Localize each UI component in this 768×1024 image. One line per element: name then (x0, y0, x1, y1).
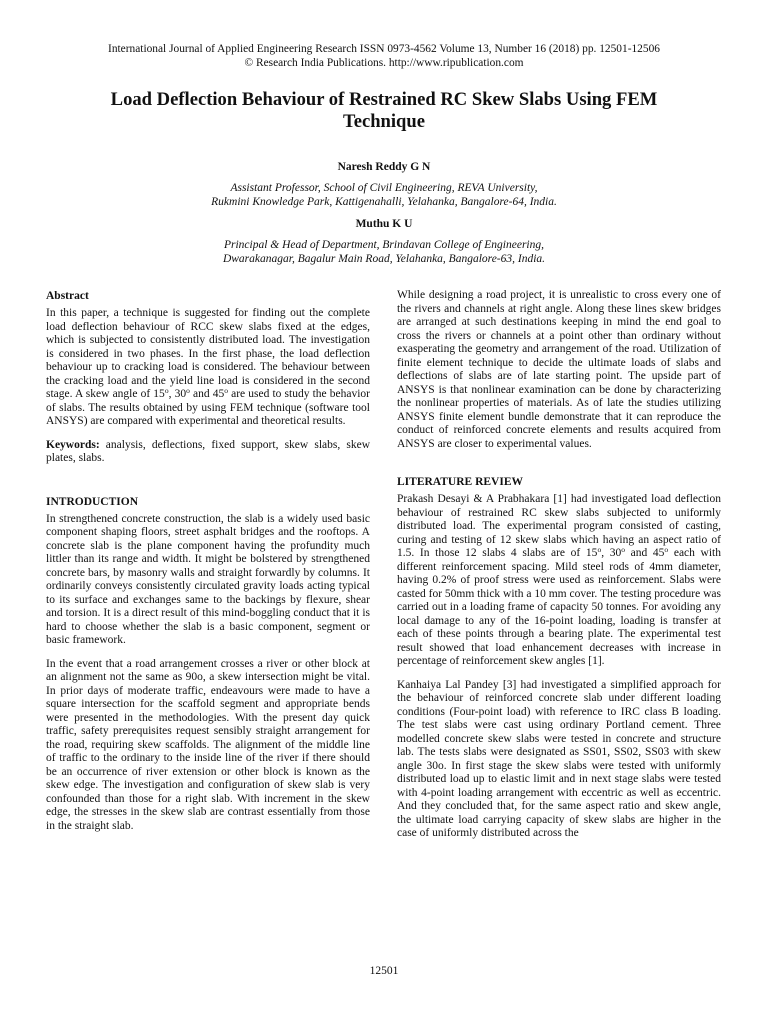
author-name-2: Muthu K U (355, 218, 413, 230)
keywords-text: analysis, deflections, fixed support, skew slabs, skew plates, slabs. (46, 438, 370, 464)
abstract-text: In this paper, a technique is suggested for finding out the complete load deflection behaviour of RCC skew slabs fixed at the edges, which is subjected to consistently distributed load. The investigation is considered in two phases. In the first phase, the load deflection behaviour up to cracking load is considered. The behaviour between the cracking load and the yield line load is considered in the second stage. A skew angle of 15$^o$, 30$^o$ and 45$^o$ are used to study the behavior of slabs. The results obtained by using FEM technique (software tool ANSYS) are compared with experimental and theoretical results. (46, 307, 371, 427)
affiliation-line: Assistant Professor, School of Civil Engineering, REVA University, (230, 182, 538, 194)
literature-paragraph-1: Prakash Desayi & A Prabhakara [1] had investigated load deflection behaviour of restrained RC skew slabs subjected to uniformly distributed load. The experimental program consisted of casting, curing and testing of 12 skew slabs which having an aspect ratio of 1.5. In those 12 slabs 4 slabs are of 15$^o$, 30$^o$ and 45$^o$ each with different reinforcement spacing. Mild steel rods of 4mm diameter, having 0.2% of proof stress were used as reinforcement. Slabs were casted for 50mm thick with a 10 mm cover. The testing procedure was carried out in a loading frame of capacity 50 tonnes. For avoiding any local damage to any of the 16-point loading, loading is transfer at each of these points through a bearing plate. The experimental test result showed that load enhancement decreases with increase in percentage of reinforcement skew angles [1]. (397, 493, 722, 667)
paper-title (40, 89, 728, 133)
title-line-1: Load Deflection Behaviour of Restrained RC Skew Slabs Using FEM (110, 89, 658, 110)
journal-header (0, 42, 768, 70)
keywords (46, 439, 370, 466)
right-intro-paragraph: While designing a road project, it is unrealistic to cross every one of the rivers and channels at right angle. Along these lines skew bridges are arranged at such destinations keeping in mind the end goal to cross the rivers or channels at a point other than ordinary without exasperating the geometry and arrangement of the road. Utilization of finite element technique to decide the ultimate loads of slabs and deflections of slabs are of late starting point. The upside part of ANSYS is that nonlinear examination can be done by characterizing the nonlinear properties of materials. As of late the studies utilizing ANSYS finite element bundle demonstrate that it can reproduce the conduct of reinforced concrete elements and results acquired from ANSYS are closer to experimental values. (397, 289, 721, 450)
author-affiliation-2 (0, 238, 768, 266)
introduction-heading: INTRODUCTION (46, 495, 139, 508)
affiliation-line: Dwarakanagar, Bagalur Main Road, Yelahanka, Bangalore-63, India. (222, 253, 546, 266)
introduction-paragraph-2: In the event that a road arrangement crosses a river or other block at an alignment not the same as 90o, a skew intersection might be vital. In prior days of moderate traffic, endeavours were made to have a square intersection for the scaffold segment and appropriate bends were presented in the methodologies. With the present day quick traffic, safety prerequisites request sensibly straight arrangement for the road, requiring skew scaffolds. The alignment of the middle line of traffic to the ordinary to the inside line of the river if there should be an occurrence of river extension or other block is known as the skew edge. The investigation and configuration of skew slab is very confounded than those for a right slab. With increment in the skew edge, the stresses in the skew slab are contrast essentially from those in the straight slab. (46, 657, 370, 832)
literature-paragraph-2: Kanhaiya Lal Pandey [3] had investigated a simplified approach for the behaviour of reinforced concrete slab under different loading conditions (Four-point load) with reference to IRC class B loading. The test slabs were cast using ordinary Portland cement. Three modelled concrete skew slabs were tested in concrete and structure lab. The tests slabs were designated as SS01, SS02, SS03 with skew angle 30o. In first stage the skew slabs were tested with uniformly distributed load up to elastic limit and in next stage slabs were tested with 4-point loading arrangement with eccentric as well as eccentric. And they concluded that, for the same aspect ratio and skew angle, the ultimate load carrying capacity of skew slabs are higher in the case of uniformly distributed across the (397, 678, 721, 839)
literature-review-heading: LITERATURE REVIEW (397, 476, 523, 488)
keywords-label: Keywords: (46, 438, 100, 451)
author-affiliation-1 (0, 181, 768, 209)
author-name-1: Naresh Reddy G N (337, 161, 431, 173)
publisher-line: © Research India Publications. http://www.ripublication.com (244, 57, 524, 69)
page-number: 12501 (369, 965, 399, 977)
journal-citation: International Journal of Applied Engineering Research ISSN 0973-4562 Volume 13, Number 16 (2018) pp. 12501-12506 (108, 43, 660, 55)
right-column (397, 289, 721, 851)
abstract-heading: Abstract (46, 290, 89, 302)
affiliation-line: Rukmini Knowledge Park, Kattigenahalli, Yelahanka, Bangalore-64, India. (211, 196, 557, 209)
title-line-2: Technique (343, 111, 425, 132)
left-column (46, 289, 370, 843)
affiliation-line: Principal & Head of Department, Brindavan College of Engineering, (223, 239, 545, 251)
introduction-paragraph-1: In strengthened concrete construction, the slab is a widely used basic component shaping floors, street asphalt bridges and the rooftops. A concrete slab is the plane component having the profundity much littler than its range and width. It might be bolstered by strengthened concrete bars, by masonry walls and straight forwardly by columns. It ordinarily conveys consistently circulated gravity loads acting typical to its surface and exchanges same to the backings by flexure, shear and torsion. It is a direct result of this mind-boggling conduct that it is hard to choose whether the slab is a basic component, segment or basic framework. (46, 512, 370, 646)
